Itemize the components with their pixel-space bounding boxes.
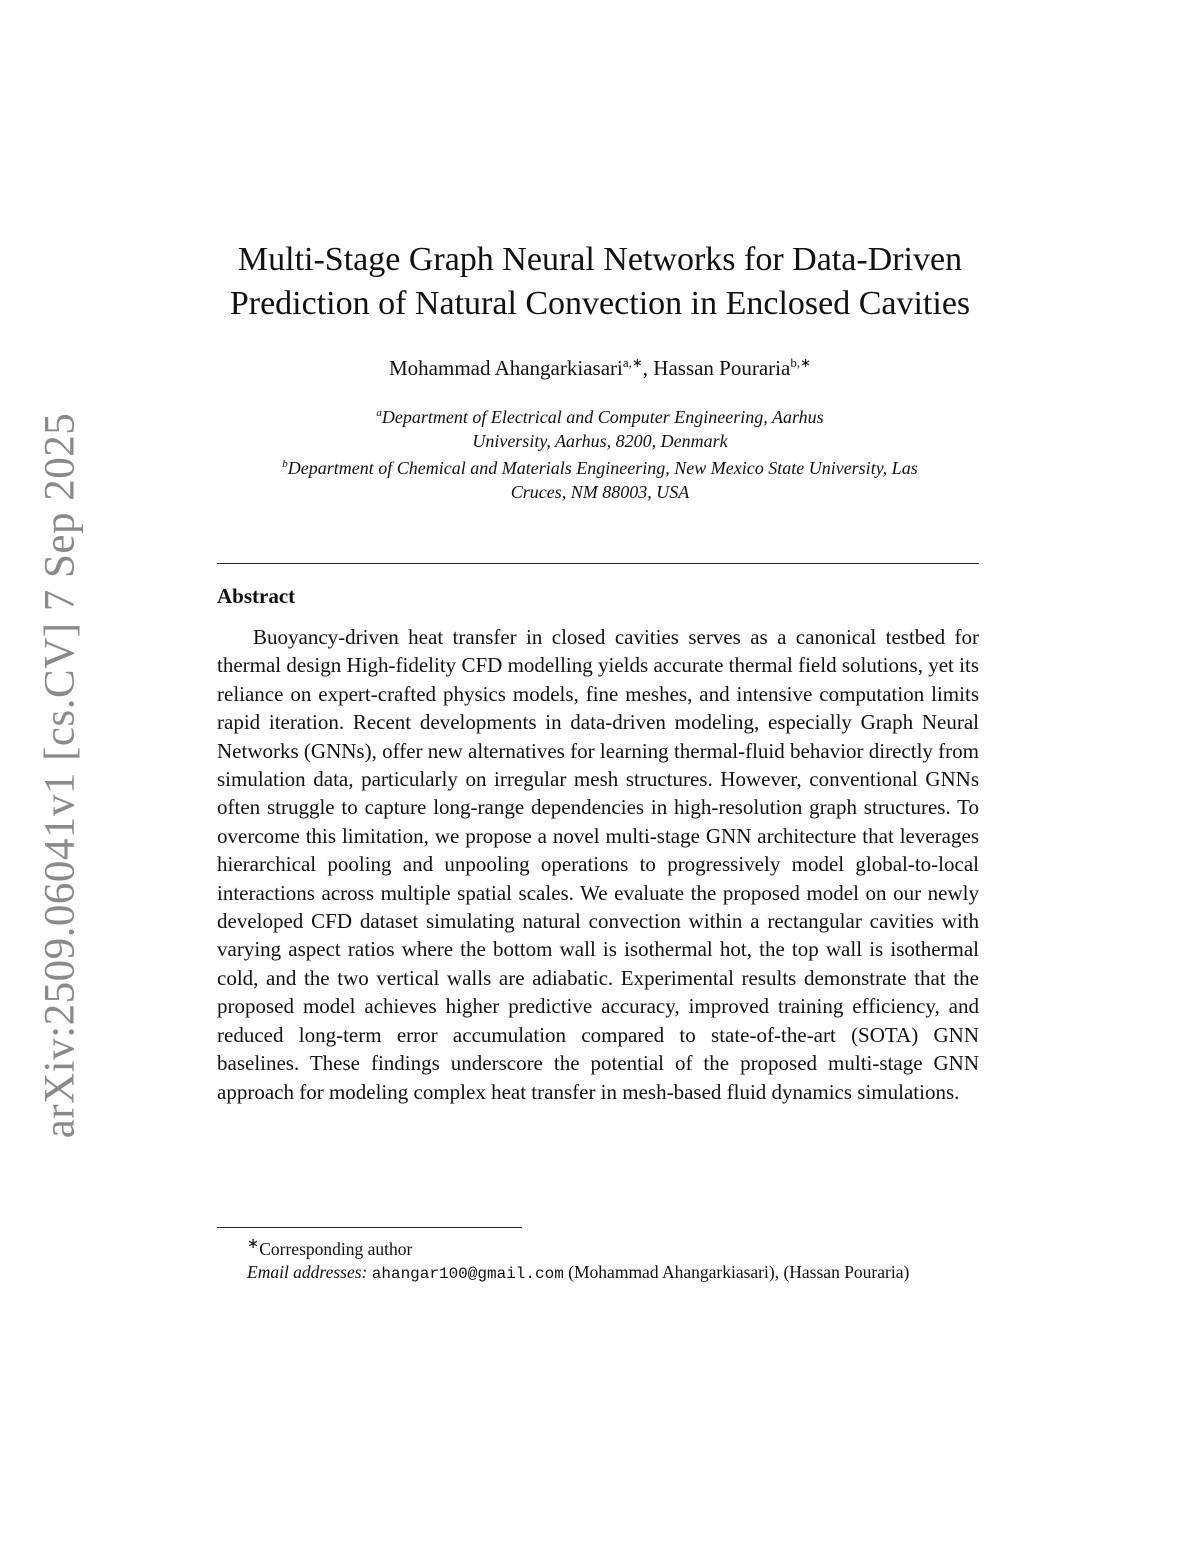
header-divider <box>217 563 979 564</box>
affiliation-line: Department of Electrical and Computer Engineering, Aarhus <box>381 407 824 427</box>
corresponding-author-note <box>217 1233 979 1261</box>
paper-title <box>180 238 1020 326</box>
affiliation-line: University, Aarhus, 8200, Denmark <box>472 430 728 451</box>
email-note <box>217 1261 979 1286</box>
affiliation-line: Department of Chemical and Materials Engineering, New Mexico State University, Las <box>287 458 918 478</box>
title-line-2: Prediction of Natural Convection in Enclosed Cavities <box>229 285 971 322</box>
abstract-heading: Abstract <box>217 584 296 608</box>
affiliation-mark: b <box>282 458 288 470</box>
email-address[interactable]: ahangar100@gmail.com <box>371 1264 564 1283</box>
corresponding-author-label: Corresponding author <box>259 1238 413 1259</box>
author-affiliation-mark: b,∗ <box>790 355 811 370</box>
affiliation-mark: a <box>376 407 382 419</box>
affiliations <box>200 402 1000 504</box>
author-name: Mohammad Ahangarkiasari <box>389 356 623 380</box>
email-label: Email addresses: <box>247 1261 368 1282</box>
author-name: Hassan Pouraria <box>653 356 791 380</box>
affiliation-a <box>200 402 1000 453</box>
abstract-text: Buoyancy-driven heat transfer in closed cavities serves as a canonical testbed for thermal design High-fidelity CFD modelling yields accurate thermal field solutions, yet its reliance on expert-crafted physics models, fine meshes, and intensive computation limits rapid iteration. Recent developments in data-driven modeling, especially Graph Neural Networks (GNNs), offer new alternatives for learning thermal-fluid behavior directly from simulation data, particularly on irregular mesh structures. However, conventional GNNs often struggle to capture long-range dependencies in high-resolution graph structures. To overcome this limitation, we propose a novel multi-stage GNN architecture that leverages hierarchical pooling and unpooling operations to progressively model global-to-local interactions across multiple spatial scales. We evaluate the proposed model on our newly developed CFD dataset simulating natural convection within a rectangular cavities with varying aspect ratios where the bottom wall is isothermal hot, the top wall is isothermal cold, and the two vertical walls are adiabatic. Experimental results demonstrate that the proposed model achieves higher predictive accuracy, improved training efficiency, and reduced long-term error accumulation compared to state-of-the-art (SOTA) GNN baselines. These findings underscore the potential of the proposed multi-stage GNN approach for modeling complex heat transfer in mesh-based fluid dynamics simulations. <box>217 625 979 1104</box>
author-affiliation-mark: a,∗ <box>622 355 643 370</box>
footnotes <box>217 1233 979 1286</box>
footnote-mark: ∗ <box>247 1236 260 1252</box>
author-separator: , <box>642 356 654 380</box>
footnote-divider <box>217 1227 522 1228</box>
arxiv-identifier: arXiv:2509.06041v1 [cs.CV] 7 Sep 2025 <box>36 412 84 1138</box>
affiliation-b <box>200 453 1000 504</box>
email-owner: (Mohammad Ahangarkiasari), (Hassan Pouraria) <box>568 1261 910 1282</box>
author-list <box>180 355 1020 381</box>
arxiv-sidebar <box>30 412 90 1138</box>
title-line-1: Multi-Stage Graph Neural Networks for Data-Driven <box>237 241 963 278</box>
affiliation-line: Cruces, NM 88003, USA <box>510 481 690 502</box>
